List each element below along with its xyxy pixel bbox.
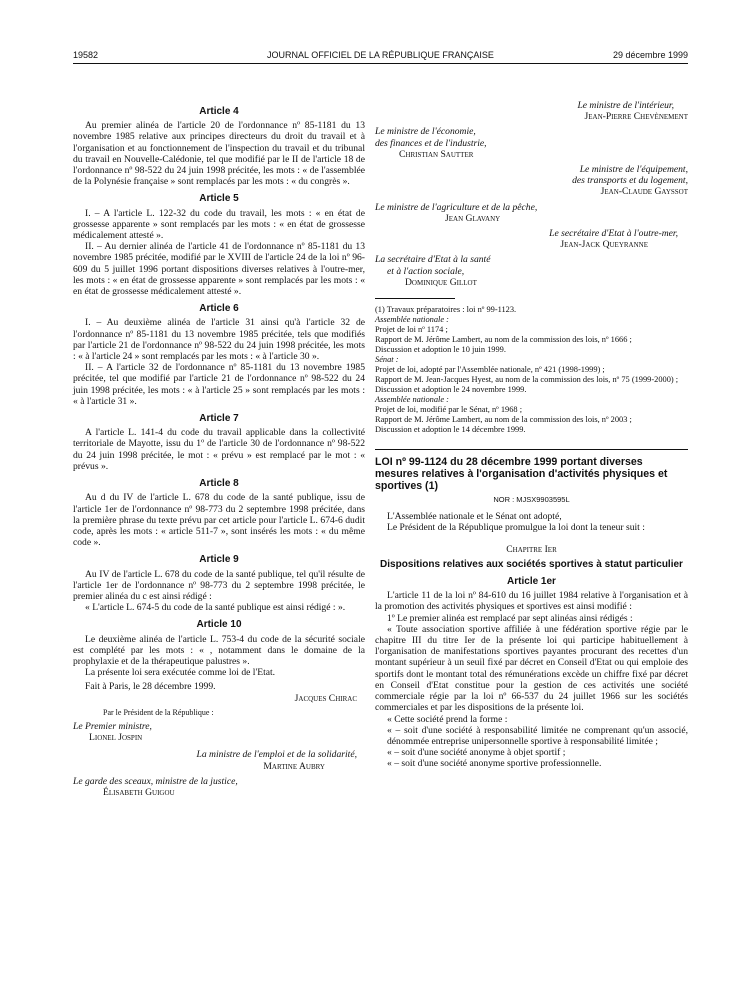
intro-1: L'Assemblée nationale et le Sénat ont adopté,: [387, 511, 562, 523]
eco-title-1: Le ministre de l'économie,: [375, 126, 476, 138]
emploi-name: Martine Aubry: [263, 760, 325, 772]
article-5-para-1: I. – A l'article L. 122-32 du code du travail, les mots : « en état de grossesse apparente » sont remplacés par les mots : « en état de grossesse médicalement attesté ».: [73, 207, 365, 242]
sante-title-1: La secrétaire d'Etat à la santé: [375, 254, 491, 266]
article-1-para-2: 1º Le premier alinéa est remplacé par sept alinéas ainsi rédigés :: [387, 612, 633, 624]
list-item: « – soit d'une société anonyme sportive professionnelle.: [387, 758, 602, 770]
interieur-title: Le ministre de l'intérieur,: [577, 100, 674, 111]
justice-title: Le garde des sceaux, ministre de la justice,: [73, 775, 238, 787]
tp-line-2: Rapport de M. Jérôme Lambert, au nom de la commission des lois, nº 1666 ;: [375, 335, 632, 345]
article-10-title: Article 10: [196, 619, 242, 631]
article-5-para-2: II. – Au dernier alinéa de l'article 41 de l'ordonnance nº 85-1181 du 13 novembre 1985 précitée, modifié par le XVIII de l'article 24 de la loi nº 96-609 du 5 juillet 1996 portant dispositions diverses relatives à l'outre-mer, les mots : « en état de grossesse apparente » sont remplacés par les mots : « en état de grossesse médicalement attesté ».: [73, 241, 365, 298]
equip-name: Jean-Claude Gayssot: [600, 186, 688, 198]
list-item: « – soit d'une société anonyme à objet sportif ;: [387, 747, 566, 759]
footnote-rule: [375, 298, 455, 299]
par-le-president: Par le Président de la République :: [103, 707, 214, 717]
loi-title: LOI nº 99-1124 du 28 décembre 1999 portant diverses mesures relatives à l'organisation d'activités physiques et sportives (1): [375, 449, 688, 492]
article-1-para-1: L'article 11 de la loi nº 84-610 du 16 juillet 1984 relative à l'organisation et à la promotion des activités physiques et sportives est ainsi modifié :: [375, 590, 688, 613]
article-1-title: Article 1er: [507, 576, 556, 588]
list-item: « – soit d'une société à responsabilité limitée ne comprenant qu'un associé, dénommée entreprise unipersonnelle sportive à responsabilité limitée ;: [387, 724, 688, 747]
signature-president: Jacques Chirac: [294, 692, 357, 704]
article-6-title: Article 6: [199, 303, 239, 315]
agri-name: Jean Glavany: [445, 212, 501, 224]
journal-title: JOURNAL OFFICIEL DE LA RÉPUBLIQUE FRANÇAISE: [267, 50, 494, 60]
pm-name: Lionel Jospin: [89, 732, 143, 744]
article-6-para-1: I. – Au deuxième alinéa de l'article 31 ainsi qu'à l'article 32 de l'ordonnance nº 85-1181 du 13 novembre 1985 précitée, tels que modifiés par l'article 21 de l'ordonnance nº 98-522 du 24 juin 1998 précitée, les mots : « à l'article 24 » sont remplacés par les mots : « à l'article 30 ».: [73, 317, 365, 363]
sante-title-2: et à l'action sociale,: [387, 265, 465, 277]
tp-line-9: Discussion et adoption le 14 décembre 1999.: [375, 425, 526, 435]
done-at: Fait à Paris, le 28 décembre 1999.: [85, 681, 216, 693]
nor-reference: NOR : MJSX9903595L: [493, 495, 570, 505]
article-10-para-2: La présente loi sera exécutée comme loi de l'Etat.: [85, 667, 276, 679]
left-column: [73, 100, 365, 798]
company-forms-list: [375, 725, 688, 770]
article-10-para-1: Le deuxième alinéa de l'article L. 753-4 du code de la sécurité sociale est complété par les mots : « , notamment dans le domaine de la prophylaxie et de la thérapeutique palustres ».: [73, 633, 365, 667]
equip-title-1: Le ministre de l'équipement,: [579, 164, 688, 176]
equip-title-2: des transports et du logement,: [572, 175, 688, 187]
tp-line-5: Rapport de M. Jean-Jacques Hyest, au nom de la commission des lois, nº 75 (1999-2000) ;: [375, 375, 679, 385]
tp-line-8: Rapport de M. Jérôme Lambert, au nom de la commission des lois, nº 2003 ;: [375, 415, 632, 425]
issue-date: 29 décembre 1999: [612, 50, 688, 60]
agri-title: Le ministre de l'agriculture et de la pêche,: [375, 201, 538, 213]
eco-name: Christian Sautter: [399, 148, 474, 160]
article-9-title: Article 9: [199, 554, 239, 566]
article-7-title: Article 7: [199, 413, 239, 425]
tp-head: (1) Travaux préparatoires : loi nº 99-1123.: [375, 305, 517, 315]
interieur-name: Jean-Pierre Chevènement: [584, 111, 688, 123]
article-8-title: Article 8: [199, 478, 239, 490]
article-1-para-4: « Cette société prend la forme :: [387, 713, 508, 725]
tp-line-1: Projet de loi nº 1174 ;: [375, 325, 448, 335]
dispositions-title: Dispositions relatives aux sociétés sportives à statut particulier: [380, 558, 683, 570]
om-title: Le secrétaire d'Etat à l'outre-mer,: [549, 228, 678, 240]
tp-line-3: Discussion et adoption le 10 juin 1999.: [375, 345, 506, 355]
article-9-para-1: Au IV de l'article L. 678 du code de la santé publique, tel qu'il résulte de l'article 1er de l'ordonnance nº 98-773 du 2 septembre 1998 précitée, le premier alinéa du c est ainsi rédigé :: [73, 568, 365, 602]
pm-title: Le Premier ministre,: [73, 720, 152, 732]
article-8-text: Au d du IV de l'article L. 678 du code de la santé publique, issu de l'article 1er de l'ordonnance nº 98-773 du 2 septembre 1998 précitée, dans la première phrase du texte prévu par cet article pour l'article L. 674-6 dudit code, après les mots : « article 511-7 », sont insérés les mots : « du même code ».: [73, 492, 365, 549]
page-header: [73, 50, 688, 64]
eco-title-2: des finances et de l'industrie,: [375, 137, 487, 149]
om-name: Jean-Jack Queyranne: [560, 239, 648, 251]
intro-2: Le Président de la République promulgue la loi dont la teneur suit :: [387, 522, 645, 534]
chapitre-title: Chapitre Ier: [506, 543, 557, 555]
right-column: [375, 100, 688, 770]
article-6-para-2: II. – A l'article 32 de l'ordonnance nº 85-1181 du 13 novembre 1985 précitée, tel que modifié par l'article 21 de l'ordonnance nº 98-522 du 24 juin 1998 précitée, les mots : « à l'article 25 » sont remplacés par les mots : « à l'article 31 ».: [73, 362, 365, 407]
signatures-right: [375, 100, 688, 288]
tp-an-2: Assemblée nationale :: [375, 395, 449, 405]
signatures-left: [73, 693, 365, 799]
tp-line-6: Discussion et adoption le 24 novembre 1999.: [375, 385, 527, 395]
article-7-text: A l'article L. 141-4 du code du travail applicable dans la collectivité territoriale de Mayotte, issu du 1º de l'article 30 de l'ordonnance nº 98-522 du 24 juin 1998 précitée, le mot : « prévu » est remplacé par le mot : « prévus ».: [73, 427, 365, 472]
page-number: 19582: [73, 50, 99, 60]
sante-name: Dominique Gillot: [405, 276, 477, 288]
tp-an-1: Assemblée nationale :: [375, 315, 449, 325]
header-rule: [73, 63, 688, 64]
justice-name: Élisabeth Guigou: [103, 786, 175, 798]
article-5-title: Article 5: [199, 193, 239, 205]
tp-senat: Sénat :: [375, 355, 399, 365]
emploi-title: La ministre de l'emploi et de la solidarité,: [196, 749, 357, 761]
tp-line-7: Projet de loi, modifié par le Sénat, nº 1968 ;: [375, 405, 523, 415]
tp-line-4: Projet de loi, adopté par l'Assemblée nationale, nº 421 (1998-1999) ;: [375, 365, 605, 375]
article-4-text: Au premier alinéa de l'article 20 de l'ordonnance nº 85-1181 du 13 novembre 1985 relative aux principes directeurs du droit du travail et à l'organisation et au fonctionnement de l'inspection du travail et du tribunal du travail en Nouvelle-Calédonie, tel que modifié par le II de l'article 18 de l'ordonnance nº 98-522 du 24 juin 1998 précitée, les mots : « de l'assemblée de la Polynésie française » sont remplacés par les mots : « du congrès ».: [73, 120, 365, 188]
article-1-para-3: « Toute association sportive affiliée à une fédération sportive régie par le chapitre III du titre Ier de la présente loi qui participe habituellement à l'organisation de manifestations sportives payantes procurant des recettes d'un montant supérieur à un seuil fixé par décret en Conseil d'Etat ou qui emploie des sportifs dont le montant total des rémunérations excède un chiffre fixé par décret en Conseil d'Etat constitue pour la gestion de ces activités une société commerciale régie par la loi nº 66-537 du 24 juillet 1966 sur les sociétés commerciales et par les dispositions de la présente loi.: [375, 623, 688, 714]
travaux-preparatoires: [375, 305, 688, 435]
article-4-title: Article 4: [199, 106, 239, 117]
article-9-para-2: « L'article L. 674-5 du code de la santé publique est ainsi rédigé : ».: [85, 602, 346, 614]
